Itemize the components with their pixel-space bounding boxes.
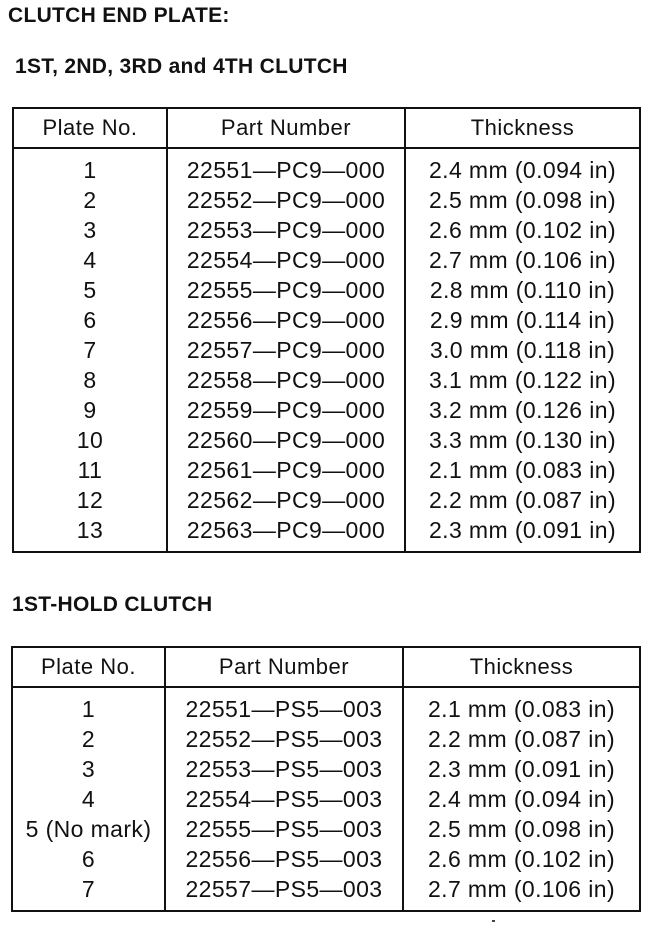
thickness-cell: 2.2 mm (0.087 in) bbox=[427, 725, 616, 752]
table-header-row bbox=[12, 647, 640, 687]
table-row bbox=[13, 395, 640, 425]
plate-no-cell: 4 bbox=[13, 245, 167, 275]
plate-no-cell: 11 bbox=[13, 455, 167, 485]
thickness-cell: 2.5 mm (0.098 in) bbox=[428, 186, 617, 213]
part-number-cell: 22556—PC9—000 bbox=[167, 305, 405, 335]
part-number-cell: 22554—PS5—003 bbox=[165, 784, 403, 814]
plate-no-cell: 9 bbox=[13, 395, 167, 425]
thickness-cell: 2.3 mm (0.091 in) bbox=[427, 755, 616, 782]
plate-no-cell: 6 bbox=[12, 844, 165, 874]
thickness-cell: 2.8 mm (0.110 in) bbox=[429, 276, 616, 303]
section-heading-main-clutch: 1ST, 2ND, 3RD and 4TH CLUTCH bbox=[15, 55, 348, 78]
thickness-cell: 2.1 mm (0.083 in) bbox=[427, 695, 616, 722]
plate-no-cell: 8 bbox=[13, 365, 167, 395]
table-row bbox=[12, 724, 640, 754]
table-row bbox=[13, 335, 640, 365]
plate-no-cell: 5 bbox=[13, 275, 167, 305]
table-row bbox=[13, 185, 640, 215]
plate-no-cell: 6 bbox=[13, 305, 167, 335]
table-row bbox=[12, 814, 640, 844]
plate-no-cell: 7 bbox=[13, 335, 167, 365]
scan-speck bbox=[492, 920, 495, 922]
part-number-cell: 22562—PC9—000 bbox=[167, 485, 405, 515]
table-body bbox=[12, 687, 640, 911]
plate-no-cell: 10 bbox=[13, 425, 167, 455]
thickness-cell: 3.3 mm (0.130 in) bbox=[428, 426, 617, 453]
part-number-cell: 22558—PC9—000 bbox=[167, 365, 405, 395]
part-number-cell: 22552—PC9—000 bbox=[167, 185, 405, 215]
part-number-cell: 22556—PS5—003 bbox=[165, 844, 403, 874]
plate-no-cell: 2 bbox=[12, 724, 165, 754]
part-number-cell: 22552—PS5—003 bbox=[165, 724, 403, 754]
part-number-cell: 22553—PS5—003 bbox=[165, 754, 403, 784]
thickness-cell: 3.0 mm (0.118 in) bbox=[429, 336, 616, 363]
table-row bbox=[13, 365, 640, 395]
table-row bbox=[12, 784, 640, 814]
column-header-part-number: Part Number bbox=[167, 108, 405, 148]
thickness-cell: 2.3 mm (0.091 in) bbox=[428, 516, 617, 543]
plate-no-cell: 5 (No mark) bbox=[12, 814, 165, 844]
table-row bbox=[13, 485, 640, 515]
part-number-cell: 22559—PC9—000 bbox=[167, 395, 405, 425]
hold-clutch-plate-table bbox=[11, 646, 641, 912]
thickness-cell: 2.7 mm (0.106 in) bbox=[427, 875, 616, 902]
column-header-plate-no: Plate No. bbox=[12, 647, 165, 687]
table-row bbox=[13, 455, 640, 485]
thickness-cell: 3.1 mm (0.122 in) bbox=[428, 366, 617, 393]
thickness-cell: 2.6 mm (0.102 in) bbox=[428, 216, 617, 243]
thickness-cell: 2.9 mm (0.114 in) bbox=[429, 306, 616, 333]
column-header-part-number: Part Number bbox=[165, 647, 403, 687]
table-row bbox=[12, 754, 640, 784]
table-row bbox=[13, 148, 640, 185]
clutch-end-plate-table bbox=[12, 107, 641, 553]
table-row bbox=[13, 215, 640, 245]
part-number-cell: 22560—PC9—000 bbox=[167, 425, 405, 455]
column-header-thickness: Thickness bbox=[405, 108, 640, 148]
table-row bbox=[12, 844, 640, 874]
plate-no-cell: 3 bbox=[13, 215, 167, 245]
part-number-cell: 22551—PS5—003 bbox=[165, 687, 403, 724]
thickness-cell: 3.2 mm (0.126 in) bbox=[428, 396, 617, 423]
thickness-cell: 2.6 mm (0.102 in) bbox=[427, 845, 616, 872]
part-number-cell: 22557—PC9—000 bbox=[167, 335, 405, 365]
thickness-cell: 2.1 mm (0.083 in) bbox=[428, 456, 617, 483]
plate-no-cell: 1 bbox=[13, 148, 167, 185]
part-number-cell: 22555—PS5—003 bbox=[165, 814, 403, 844]
table-body bbox=[13, 148, 640, 552]
part-number-cell: 22554—PC9—000 bbox=[167, 245, 405, 275]
plate-no-cell: 4 bbox=[12, 784, 165, 814]
thickness-cell: 2.4 mm (0.094 in) bbox=[427, 785, 616, 812]
part-number-cell: 22553—PC9—000 bbox=[167, 215, 405, 245]
column-header-thickness: Thickness bbox=[403, 647, 640, 687]
thickness-cell: 2.2 mm (0.087 in) bbox=[428, 486, 617, 513]
column-header-plate-no: Plate No. bbox=[13, 108, 167, 148]
table-row bbox=[12, 874, 640, 911]
part-number-cell: 22561—PC9—000 bbox=[167, 455, 405, 485]
part-number-cell: 22563—PC9—000 bbox=[167, 515, 405, 552]
plate-no-cell: 1 bbox=[12, 687, 165, 724]
page-title: CLUTCH END PLATE: bbox=[8, 4, 230, 27]
plate-no-cell: 2 bbox=[13, 185, 167, 215]
part-number-cell: 22557—PS5—003 bbox=[165, 874, 403, 911]
table-header-row bbox=[13, 108, 640, 148]
plate-no-cell: 3 bbox=[12, 754, 165, 784]
table-row bbox=[13, 275, 640, 305]
thickness-cell: 2.4 mm (0.094 in) bbox=[428, 156, 617, 183]
plate-no-cell: 12 bbox=[13, 485, 167, 515]
thickness-cell: 2.5 mm (0.098 in) bbox=[427, 815, 616, 842]
table-row bbox=[13, 305, 640, 335]
part-number-cell: 22555—PC9—000 bbox=[167, 275, 405, 305]
table-row bbox=[13, 425, 640, 455]
table-row bbox=[13, 245, 640, 275]
part-number-cell: 22551—PC9—000 bbox=[167, 148, 405, 185]
section-heading-1st-hold-clutch: 1ST-HOLD CLUTCH bbox=[12, 593, 213, 616]
table-row bbox=[13, 515, 640, 552]
table-row bbox=[12, 687, 640, 724]
thickness-cell: 2.7 mm (0.106 in) bbox=[428, 246, 617, 273]
plate-no-cell: 7 bbox=[12, 874, 165, 911]
plate-no-cell: 13 bbox=[13, 515, 167, 552]
